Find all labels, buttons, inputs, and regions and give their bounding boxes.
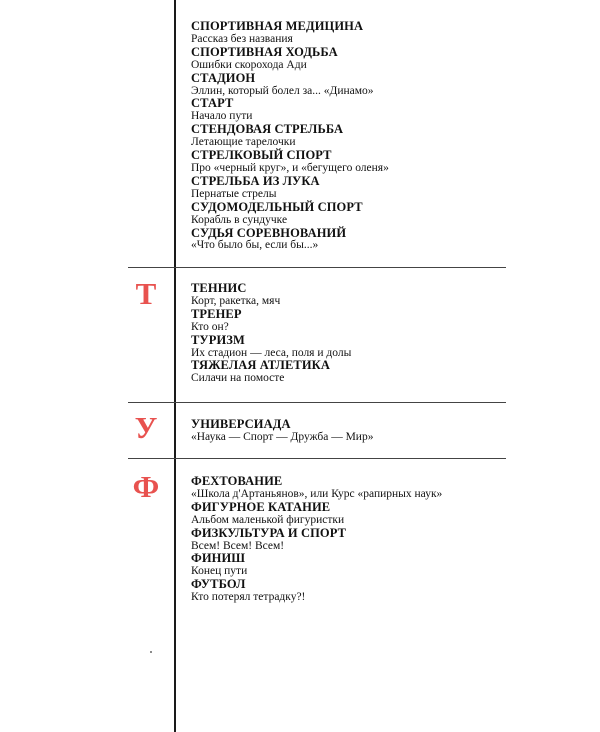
entry-title: ФЕХТОВАНИЕ xyxy=(191,474,283,488)
entry-subtitle: Всем! Всем! Всем! xyxy=(191,539,285,552)
entry-title: ФИНИШ xyxy=(191,551,246,566)
section-u xyxy=(191,418,491,444)
entry-subtitle: Корабль в сундучке xyxy=(191,213,288,226)
entry-subtitle: «Наука — Спорт — Дружба — Мир» xyxy=(191,430,374,443)
entry-title: СТРЕЛЬБА ИЗ ЛУКА xyxy=(191,173,320,188)
list-item[interactable] xyxy=(191,578,491,604)
print-speck xyxy=(150,651,152,653)
section-letter-f: Ф xyxy=(132,469,160,504)
list-item[interactable] xyxy=(191,201,491,227)
entry-subtitle: Рассказ без названия xyxy=(191,32,293,45)
list-item[interactable] xyxy=(191,123,491,149)
section-f xyxy=(191,475,491,604)
entry-subtitle: Кто он? xyxy=(191,320,229,333)
list-item[interactable] xyxy=(191,418,491,444)
entry-title: СПОРТИВНАЯ ХОДЬБА xyxy=(191,44,338,59)
list-item[interactable] xyxy=(191,72,491,98)
section-divider xyxy=(128,402,506,403)
entry-subtitle: Альбом маленькой фигуристки xyxy=(191,513,345,526)
entry-title: ТЕННИС xyxy=(191,281,247,295)
entry-subtitle: Летающие тарелочки xyxy=(191,136,296,149)
entry-title: ТЯЖЕЛАЯ АТЛЕТИКА xyxy=(191,358,330,373)
list-item[interactable] xyxy=(191,20,491,46)
entry-title: ФИГУРНОЕ КАТАНИЕ xyxy=(191,499,331,514)
entry-title: СУДЬЯ СОРЕВНОВАНИЙ xyxy=(191,225,347,240)
list-item[interactable] xyxy=(191,227,491,253)
entry-title: ТРЕНЕР xyxy=(191,306,242,321)
entry-title: ТУРИЗМ xyxy=(191,332,245,347)
list-item[interactable] xyxy=(191,46,491,72)
section-letter-u: У xyxy=(134,410,158,445)
entry-subtitle: Эллин, который болел за... «Динамо» xyxy=(191,84,374,97)
entry-title: СТЕНДОВАЯ СТРЕЛЬБА xyxy=(191,122,344,137)
entry-title: ФУТБОЛ xyxy=(191,577,246,592)
entry-title: УНИВЕРСИАДА xyxy=(191,417,291,431)
entry-title: СУДОМОДЕЛЬНЫЙ СПОРТ xyxy=(191,199,363,214)
entry-subtitle: Про «черный круг», и «бегущего оленя» xyxy=(191,161,389,174)
list-item[interactable] xyxy=(191,501,491,527)
entry-subtitle: Конец пути xyxy=(191,565,248,578)
entry-subtitle: Их стадион — леса, поля и долы xyxy=(191,346,352,359)
section-s xyxy=(191,20,491,252)
section-divider xyxy=(128,267,506,268)
section-letter-t: Т xyxy=(135,276,157,311)
entry-subtitle: Ошибки скорохода Ади xyxy=(191,58,307,71)
list-item[interactable] xyxy=(191,282,491,308)
entry-title: ФИЗКУЛЬТУРА И СПОРТ xyxy=(191,525,347,540)
list-item[interactable] xyxy=(191,149,491,175)
list-item[interactable] xyxy=(191,552,491,578)
entry-title: СПОРТИВНАЯ МЕДИЦИНА xyxy=(191,19,364,33)
entry-subtitle: Начало пути xyxy=(191,110,253,123)
section-divider xyxy=(128,458,506,459)
entry-subtitle: Кто потерял тетрадку?! xyxy=(191,591,306,604)
list-item[interactable] xyxy=(191,334,491,360)
entry-subtitle: Пернатые стрелы xyxy=(191,187,277,200)
list-item[interactable] xyxy=(191,475,491,501)
list-item[interactable] xyxy=(191,175,491,201)
list-item[interactable] xyxy=(191,308,491,334)
entry-title: СТРЕЛКОВЫЙ СПОРТ xyxy=(191,148,332,163)
entry-title: СТАРТ xyxy=(191,96,234,111)
entry-subtitle: Силачи на помосте xyxy=(191,372,285,385)
entry-subtitle: Корт, ракетка, мяч xyxy=(191,294,281,307)
list-item[interactable] xyxy=(191,527,491,553)
entry-subtitle: «Школа д'Артаньянов», или Курс «рапирных наук» xyxy=(191,487,443,500)
list-item[interactable] xyxy=(191,359,491,385)
entry-subtitle: «Что было бы, если бы...» xyxy=(191,239,319,252)
section-t xyxy=(191,282,491,385)
list-item[interactable] xyxy=(191,97,491,123)
vertical-rule xyxy=(174,0,176,732)
entry-title: СТАДИОН xyxy=(191,70,256,85)
